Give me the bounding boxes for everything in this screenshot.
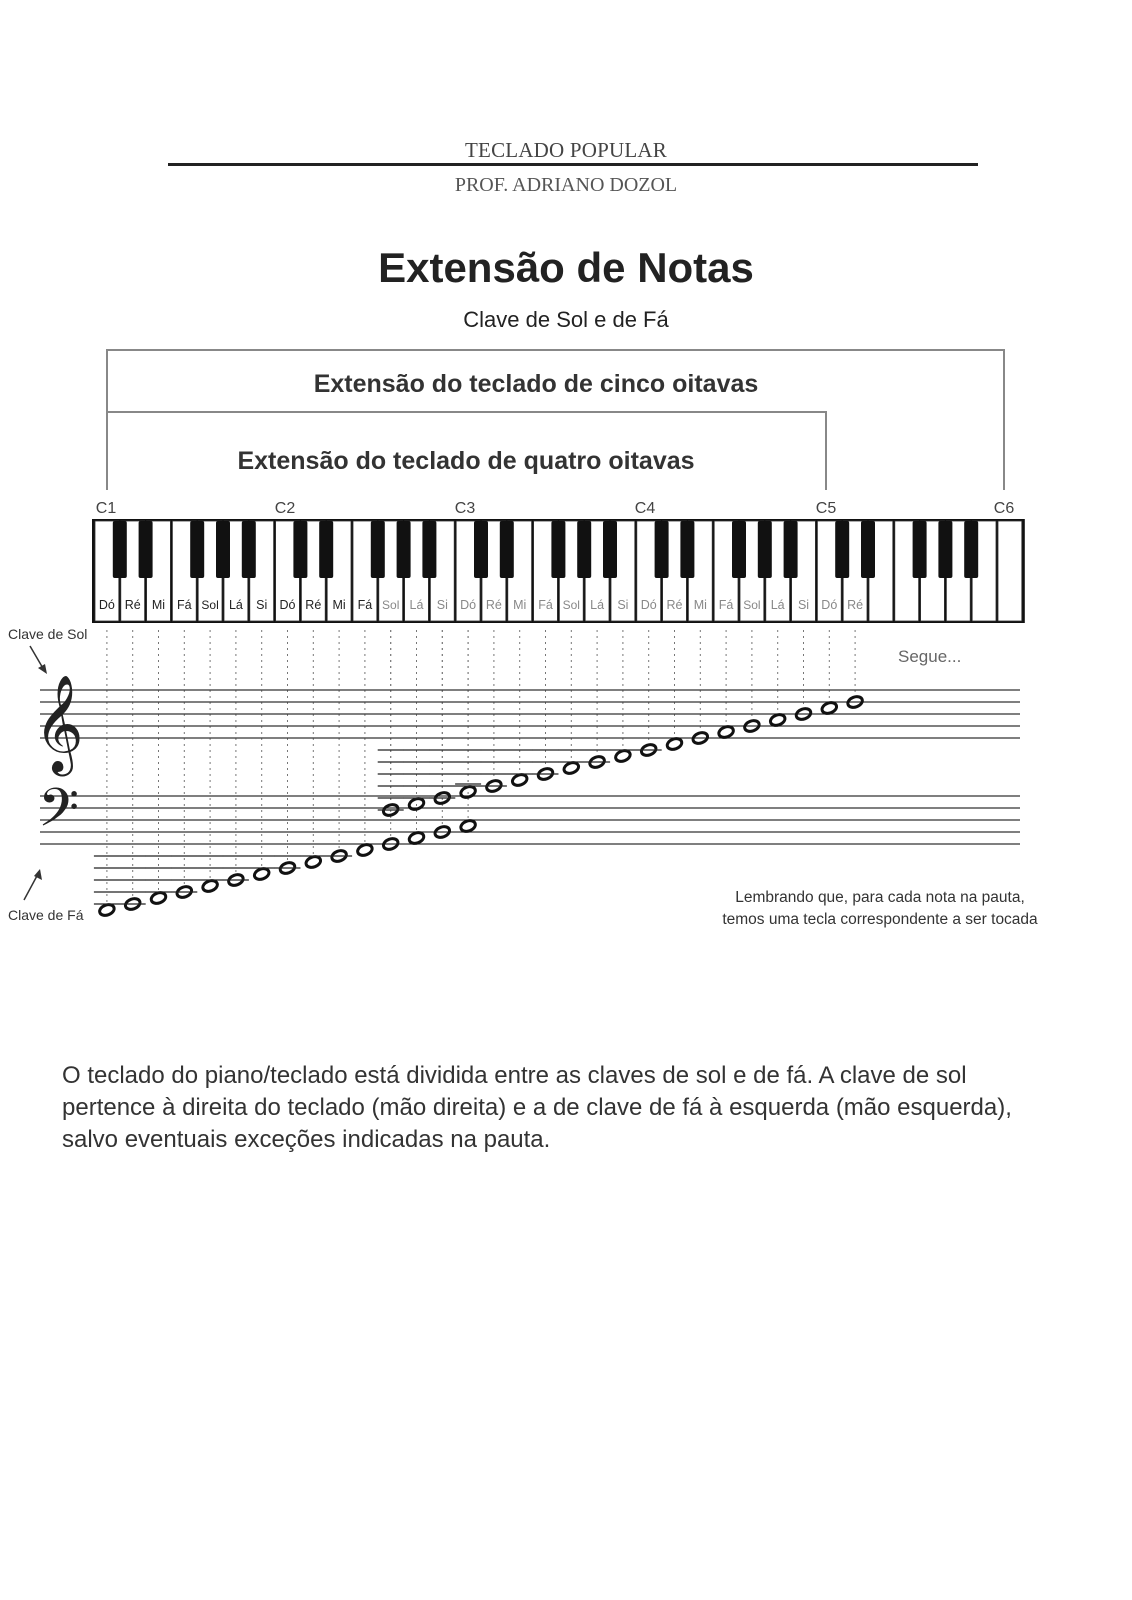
key-name-label: Sol — [743, 598, 761, 612]
black-key — [190, 521, 204, 578]
key-name-label: Lá — [409, 598, 424, 612]
four-octave-label: Extensão do teclado de quatro oitavas — [237, 447, 695, 475]
whole-note — [459, 819, 477, 834]
key-name-label: Mi — [513, 598, 527, 612]
bass-clef-arrow — [24, 874, 38, 900]
black-key — [422, 521, 436, 578]
whole-note — [408, 831, 426, 846]
black-key — [732, 521, 746, 578]
key-name-label: Dó — [460, 598, 477, 612]
black-key — [474, 521, 488, 578]
white-key — [998, 521, 1022, 621]
note-caption-line-1: Lembrando que, para cada nota na pauta, — [735, 889, 1025, 906]
black-key — [397, 521, 411, 578]
header-author: PROF. ADRIANO DOZOL — [454, 174, 678, 196]
whole-note — [821, 701, 839, 716]
black-key — [500, 521, 514, 578]
black-key — [216, 521, 230, 578]
key-name-label: Dó — [640, 598, 657, 612]
black-key — [371, 521, 385, 578]
header-course-title: TECLADO POPULAR — [465, 138, 667, 162]
key-name-label: Fá — [538, 598, 553, 612]
key-name-label: Si — [256, 598, 268, 612]
black-key — [577, 521, 591, 578]
key-name-label: Dó — [98, 598, 115, 612]
key-guide-lines — [107, 630, 855, 904]
black-key — [758, 521, 772, 578]
octave-labels — [96, 500, 1015, 517]
bass-clef-label: Clave de Fá — [8, 907, 84, 923]
black-key — [835, 521, 849, 578]
key-name-label: Ré — [485, 598, 502, 612]
whole-note — [253, 867, 271, 882]
octave-label-c1: C1 — [95, 500, 117, 517]
octave-label-c3: C3 — [454, 500, 476, 517]
black-key — [938, 521, 952, 578]
grand-staff — [40, 690, 1020, 844]
octave-label-c4: C4 — [634, 500, 656, 517]
whole-note — [563, 761, 581, 776]
key-name-label: Ré — [124, 598, 141, 612]
octave-label-c2: C2 — [274, 500, 296, 517]
key-name-label: Sol — [562, 598, 580, 612]
key-name-label: Ré — [305, 598, 322, 612]
key-name-label: Ré — [666, 598, 683, 612]
key-name-label: Ré — [847, 598, 864, 612]
octave-label-c5: C5 — [815, 500, 837, 517]
black-key — [319, 521, 333, 578]
treble-clef-arrowhead — [38, 664, 47, 674]
bass-clef-icon: 𝄢 — [38, 778, 80, 852]
black-key — [784, 521, 798, 578]
black-key — [655, 521, 669, 578]
page-title: Extensão de Notas — [378, 244, 754, 291]
black-key — [861, 521, 875, 578]
continue-label: Segue... — [898, 647, 962, 666]
octave-label-c6: C6 — [993, 500, 1015, 517]
page-subtitle: Clave de Sol e de Fá — [463, 307, 669, 332]
key-name-label: Fá — [718, 598, 734, 612]
black-key — [964, 521, 978, 578]
key-name-label: Lá — [590, 598, 605, 612]
whole-note — [356, 843, 374, 858]
five-octave-label: Extensão do teclado de cinco oitavas — [313, 370, 759, 398]
staff-notes — [94, 695, 864, 918]
whole-note — [98, 903, 116, 918]
whole-note — [150, 891, 168, 906]
key-name-label: Dó — [821, 598, 838, 612]
whole-note — [614, 749, 632, 764]
treble-clef-icon: 𝄞 — [34, 674, 84, 772]
black-key — [242, 521, 256, 578]
whole-note — [201, 879, 219, 894]
key-name-label: Mi — [332, 598, 346, 612]
key-name-label: Lá — [770, 598, 785, 612]
body-line-1: O teclado do piano/teclado está dividida entre as claves de sol e de fá. A clave de sol — [62, 1062, 967, 1089]
body-line-3: salvo eventuais exceções indicadas na pauta. — [62, 1126, 551, 1153]
black-key — [551, 521, 565, 578]
key-name-label: Sol — [382, 598, 400, 612]
black-key — [293, 521, 307, 578]
treble-clef-label: Clave de Sol — [8, 626, 88, 642]
black-key — [680, 521, 694, 578]
note-caption-line-2: temos uma tecla correspondente a ser tocada — [722, 911, 1038, 928]
whole-note — [305, 855, 323, 870]
whole-note — [511, 773, 529, 788]
whole-note — [666, 737, 684, 752]
key-name-label: Fá — [177, 598, 192, 612]
key-name-label: Mi — [151, 598, 166, 612]
whole-note — [717, 725, 735, 740]
key-name-label: Mi — [693, 598, 707, 612]
body-paragraph — [62, 1060, 1122, 1156]
whole-note — [769, 713, 787, 728]
key-name-label: Fá — [357, 598, 373, 612]
keyboard-staff-diagram — [0, 340, 1132, 980]
black-key — [113, 521, 127, 578]
black-key — [603, 521, 617, 578]
black-key — [139, 521, 153, 578]
key-name-label: Dó — [279, 598, 296, 612]
key-name-label: Lá — [228, 598, 243, 612]
black-key — [913, 521, 927, 578]
key-name-label: Si — [617, 598, 629, 612]
key-name-label: Si — [436, 598, 448, 612]
key-name-label: Sol — [201, 598, 219, 612]
body-line-2: pertence à direita do teclado (mão direita) e a de clave de fá à esquerda (mão esquerda), — [62, 1094, 1012, 1121]
header-divider — [168, 163, 978, 166]
key-name-label: Si — [797, 598, 810, 612]
